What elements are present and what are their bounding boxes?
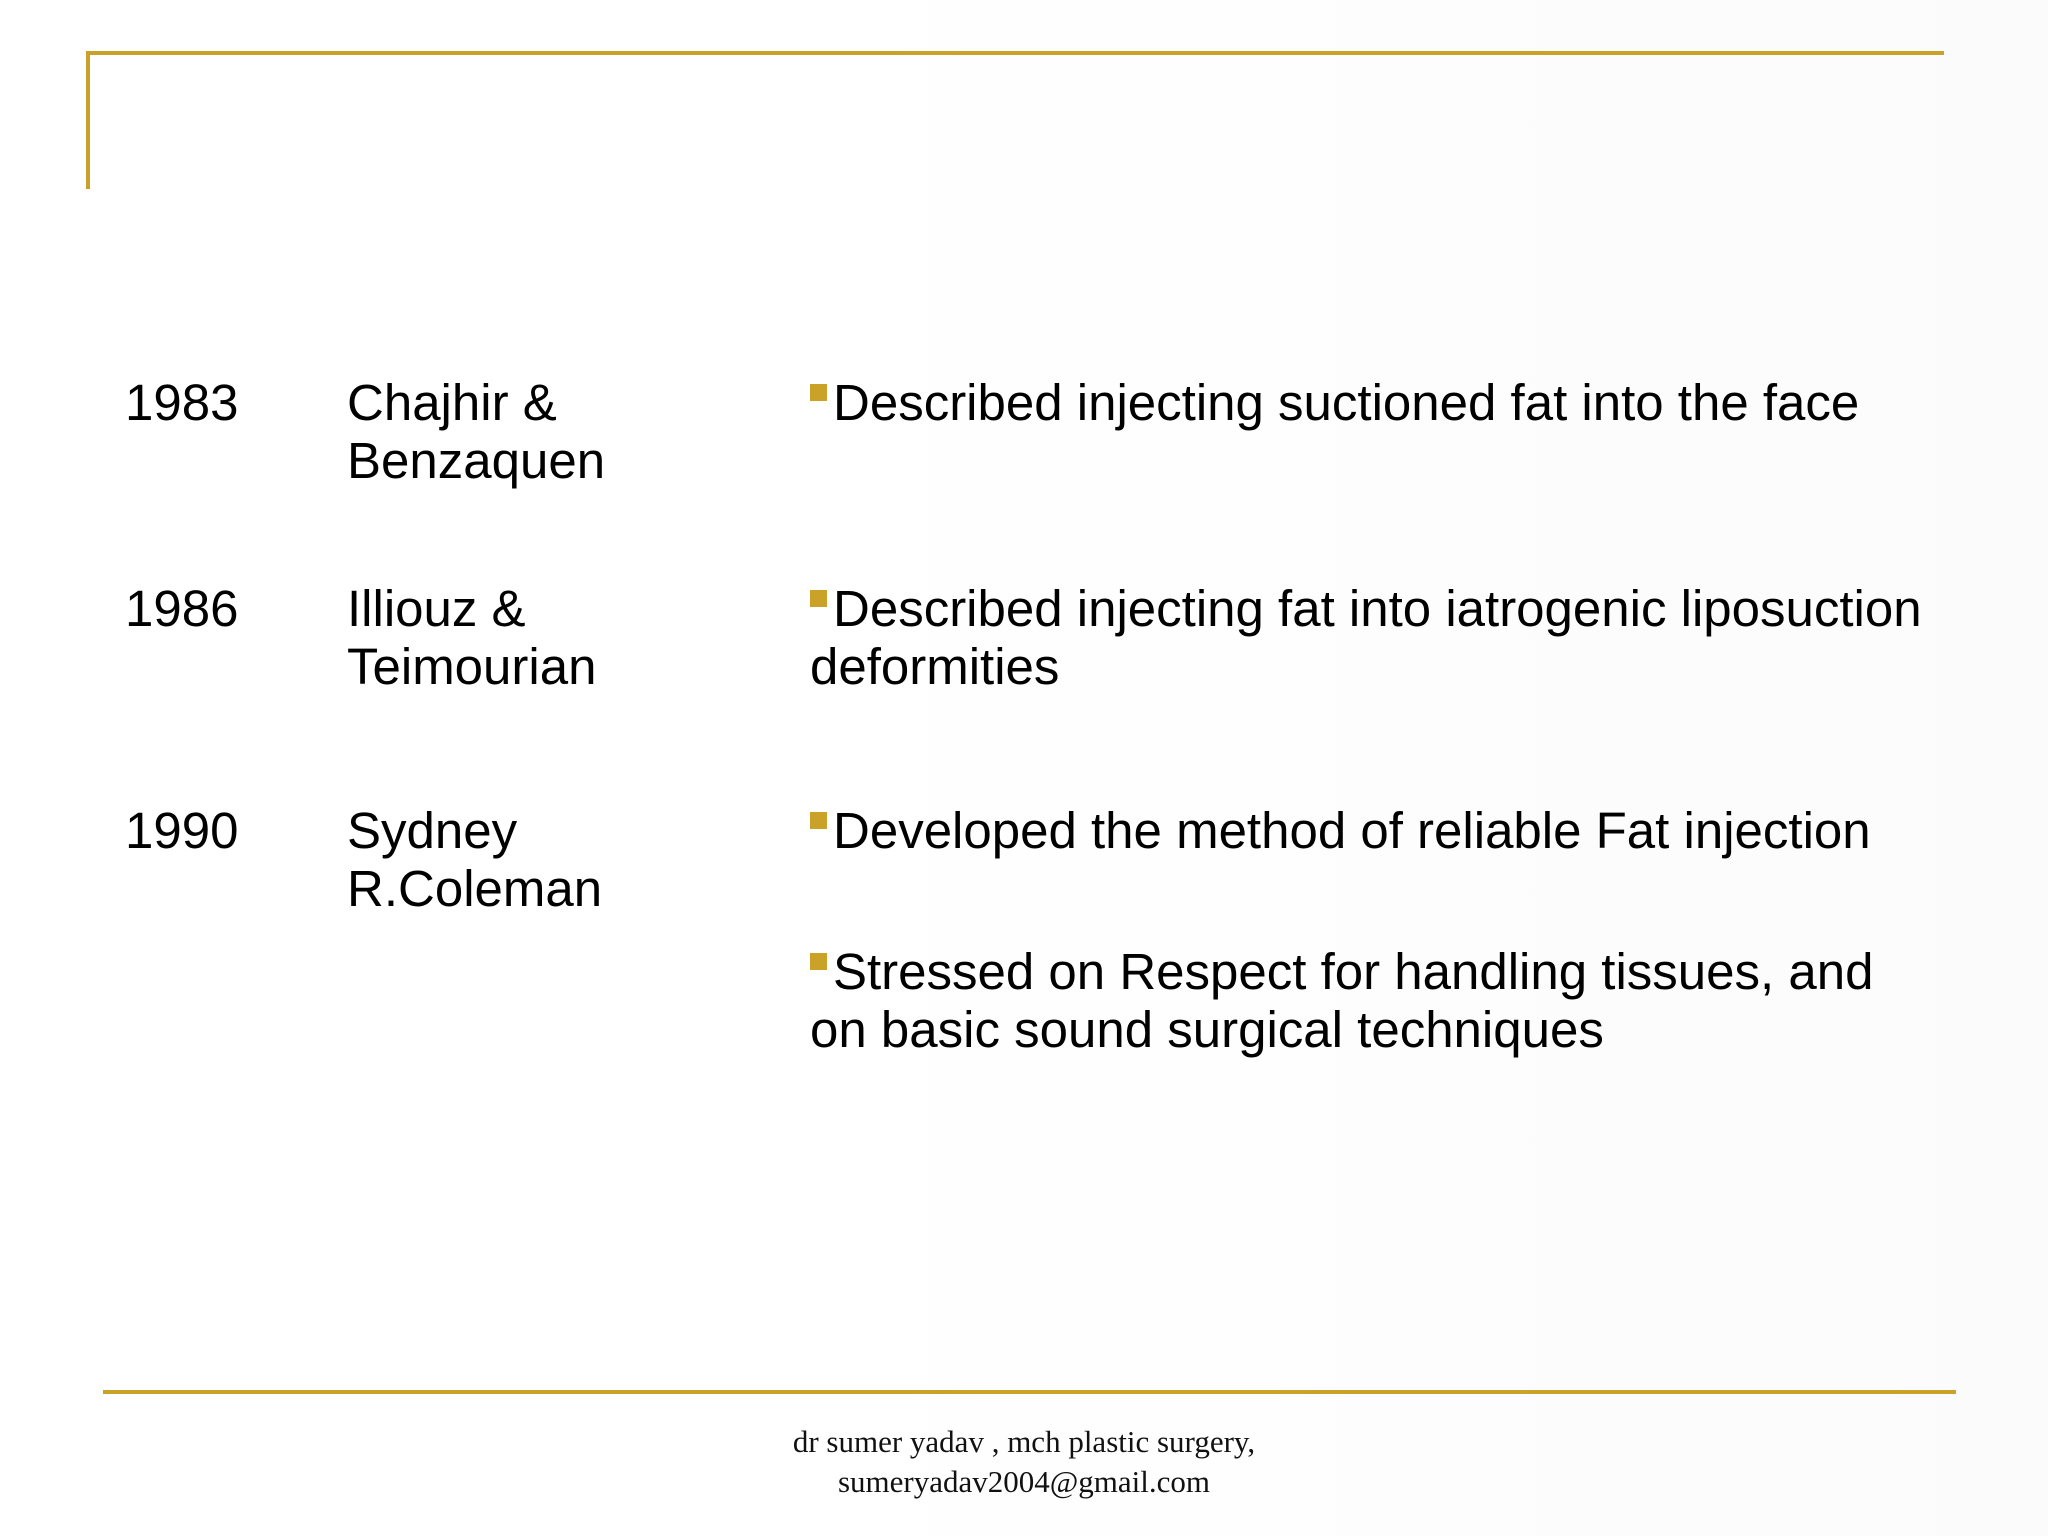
square-bullet-icon [810, 590, 827, 607]
bullet-text: Described injecting fat into iatrogenic liposuction [833, 580, 1922, 637]
title-frame-left-rule [86, 51, 90, 189]
footer-author-line: dr sumer yadav , mch plastic surgery, [792, 1424, 1256, 1459]
square-bullet-icon [810, 953, 827, 970]
timeline-year-1983: 1983 [125, 374, 239, 431]
timeline-description-1990 [810, 802, 1950, 860]
bullet-text: Described injecting suctioned fat into the face [833, 374, 1860, 431]
bullet-text: Stressed on Respect for handling tissues, and [833, 943, 1874, 1000]
author-line: Sydney [347, 802, 518, 859]
title-frame-top-rule [86, 51, 1944, 55]
timeline-year-1990: 1990 [125, 802, 239, 859]
bullet-item [810, 580, 1950, 638]
timeline-author-1986 [347, 580, 596, 696]
bullet-text: Developed the method of reliable Fat injection [833, 802, 1871, 859]
square-bullet-icon [810, 812, 827, 829]
author-line: Teimourian [347, 638, 597, 695]
timeline-description-1986 [810, 580, 1950, 696]
bullet-text-continuation: on basic sound surgical techniques [810, 1001, 1604, 1058]
author-line: Chajhir & [347, 374, 557, 431]
timeline-description-1983 [810, 374, 1950, 432]
square-bullet-icon [810, 384, 827, 401]
footer-email-line: sumeryadav2004@gmail.com [837, 1464, 1211, 1499]
bullet-item [810, 802, 1950, 860]
bullet-text-continuation: deformities [810, 638, 1060, 695]
author-line: Illiouz & [347, 580, 526, 637]
timeline-author-1983 [347, 374, 605, 490]
timeline-description-1990-second [810, 943, 1950, 1059]
author-line: R.Coleman [347, 860, 603, 917]
bullet-item [810, 374, 1950, 432]
bullet-item [810, 943, 1950, 1001]
timeline-author-1990 [347, 802, 602, 918]
footer-rule [103, 1390, 1956, 1394]
timeline-year-1986: 1986 [125, 580, 239, 637]
author-line: Benzaquen [347, 432, 606, 489]
